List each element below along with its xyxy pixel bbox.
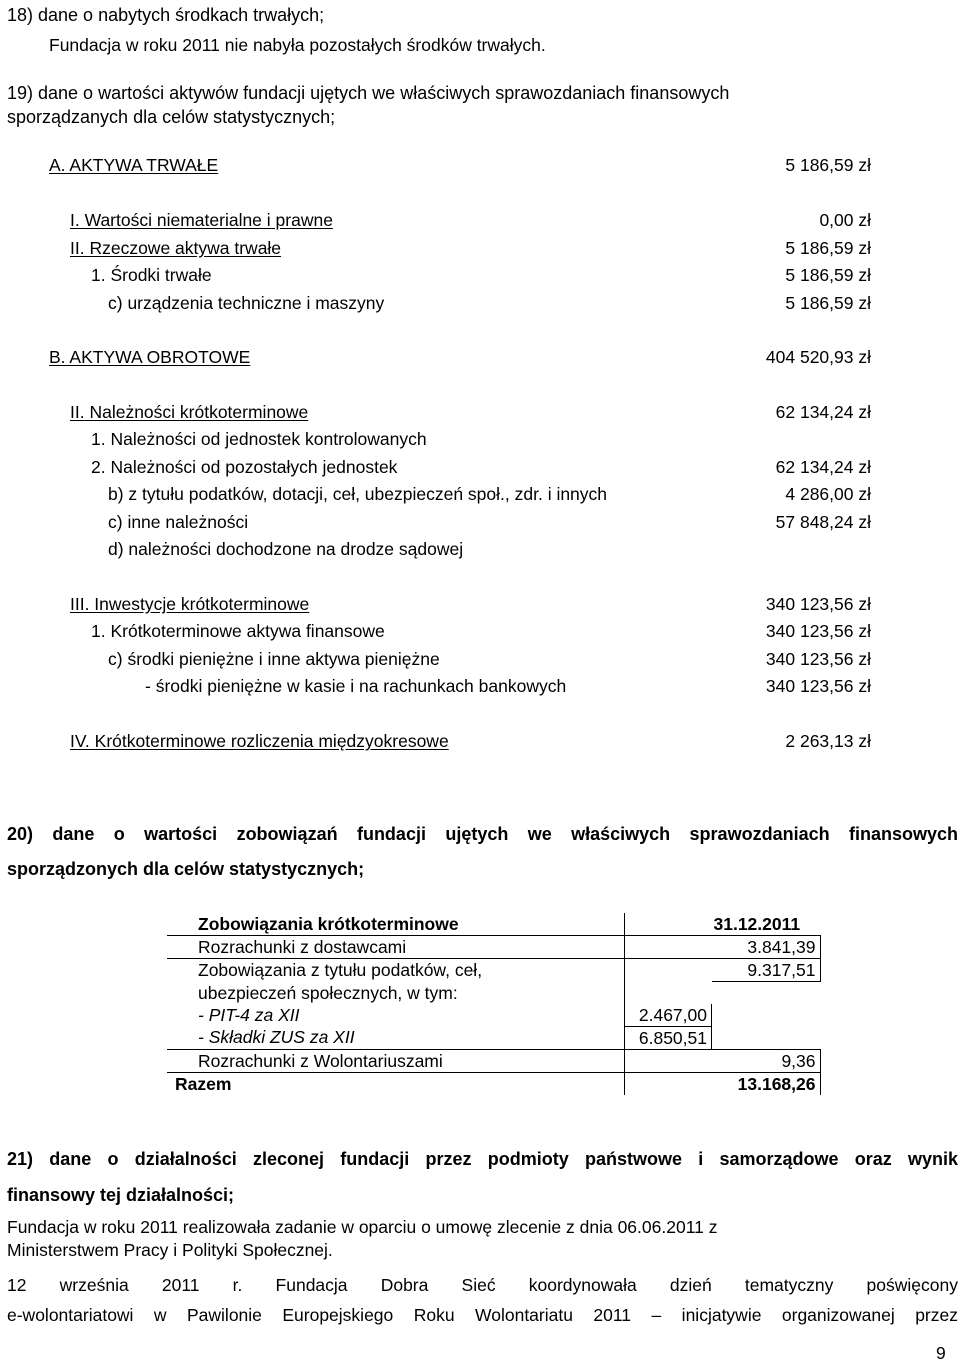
table-cell: - Składki ZUS za XII (167, 1026, 625, 1049)
section-20-heading-line1: 20) dane o wartości zobowiązań fundacji ujętych we właściwych sprawozdaniach finansowych (7, 824, 958, 844)
section-21-paragraph2-line2: e-wolontariatowi w Pawilonie Europejskiego Roku Wolontariatu 2011 – inicjatywie organizowanej przez (7, 1305, 958, 1325)
asset-value: 57 848,24 zł (775, 512, 871, 532)
asset-label: b) z tytułu podatków, dotacji, ceł, ubezpieczeń społ., zdr. i innych (108, 484, 608, 504)
asset-label: c) urządzenia techniczne i maszyny (108, 293, 385, 313)
asset-value: 340 123,56 zł (765, 621, 871, 641)
asset-value: 62 134,24 zł (775, 457, 871, 477)
table-cell: 9,36 (712, 1049, 821, 1072)
table-row (167, 1049, 820, 1072)
table-cell: 3.841,39 (712, 936, 821, 959)
asset-label: d) należności dochodzone na drodze sądowej (108, 539, 464, 559)
table-row (167, 936, 820, 959)
table-cell: ubezpieczeń społecznych, w tym: (198, 982, 458, 1003)
asset-label: c) inne należności (108, 512, 249, 532)
asset-label: A. AKTYWA TRWAŁE (49, 155, 219, 175)
asset-value: 2 263,13 zł (785, 731, 871, 751)
table-cell: 2.467,00 (625, 1004, 712, 1027)
asset-label: IV. Krótkoterminowe rozliczenia międzyokresowe (70, 731, 449, 751)
asset-value: 0,00 zł (819, 210, 871, 230)
table-row (167, 913, 820, 936)
section-19-heading-line1: 19) dane o wartości aktywów fundacji ujętych we właściwych sprawozdaniach finansowych (7, 83, 730, 103)
table-cell: - PIT-4 za XII (198, 1004, 300, 1025)
liabilities-table (167, 913, 821, 1095)
asset-value: 340 123,56 zł (765, 649, 871, 669)
table-cell: 9.317,51 (712, 959, 821, 982)
section-18-text: Fundacja w roku 2011 nie nabyła pozostałych środków trwałych. (49, 35, 546, 55)
table-cell: 6.850,51 (625, 1026, 712, 1049)
asset-label: 1. Krótkoterminowe aktywa finansowe (91, 621, 385, 641)
asset-label: c) środki pieniężne i inne aktywa pieniężne (108, 649, 440, 669)
asset-label: III. Inwestycje krótkoterminowe (70, 594, 310, 614)
asset-value: 404 520,93 zł (765, 347, 871, 367)
table-row (167, 982, 820, 1004)
table-cell: Rozrachunki z dostawcami (167, 936, 625, 959)
table-cell: Zobowiązania z tytułu podatków, ceł, (198, 960, 483, 980)
asset-label: 1. Środki trwałe (91, 265, 212, 285)
asset-value: 5 186,59 zł (785, 155, 871, 175)
asset-label: B. AKTYWA OBROTOWE (49, 347, 251, 367)
asset-label: 1. Należności od jednostek kontrolowanych (91, 429, 427, 449)
asset-value: 340 123,56 zł (765, 676, 871, 696)
asset-value: 62 134,24 zł (775, 402, 871, 422)
section-21-paragraph2-line1: 12 września 2011 r. Fundacja Dobra Sieć koordynowała dzień tematyczny poświęcony (7, 1275, 958, 1295)
asset-value: 5 186,59 zł (785, 265, 871, 285)
table-total-value: 13.168,26 (712, 1072, 821, 1095)
table-row (167, 1004, 820, 1027)
section-20-heading-line2: sporządzonych dla celów statystycznych; (7, 859, 365, 879)
table-header-label: Zobowiązania krótkoterminowe (198, 914, 459, 934)
table-row (167, 959, 820, 982)
asset-label: I. Wartości niematerialne i prawne (70, 210, 333, 230)
asset-label: II. Należności krótkoterminowe (70, 402, 309, 422)
table-row (167, 1026, 820, 1049)
page-number: 9 (936, 1343, 946, 1363)
section-21-heading-line2: finansowy tej działalności; (7, 1185, 235, 1205)
section-21-heading-line1: 21) dane o działalności zleconej fundacji przez podmioty państwowe i samorządowe oraz wynik (7, 1149, 958, 1169)
section-19-heading-line2: sporządzanych dla celów statystycznych; (7, 107, 336, 127)
asset-value: 4 286,00 zł (785, 484, 871, 504)
asset-value: 5 186,59 zł (785, 238, 871, 258)
table-row (167, 1072, 820, 1095)
asset-label: - środki pieniężne w kasie i na rachunkach bankowych (145, 676, 567, 696)
section-21-paragraph1-line1: Fundacja w roku 2011 realizowała zadanie w oparciu o umowę zlecenie z dnia 06.06.2011 z (7, 1217, 718, 1237)
table-total-label: Razem (175, 1073, 232, 1094)
asset-value: 5 186,59 zł (785, 293, 871, 313)
section-18-heading: 18) dane o nabytych środkach trwałych; (7, 5, 325, 25)
asset-label: 2. Należności od pozostałych jednostek (91, 457, 398, 477)
table-header-date: 31.12.2011 (712, 913, 821, 936)
section-21-paragraph1-line2: Ministerstwem Pracy i Polityki Społecznej. (7, 1240, 333, 1260)
asset-label: II. Rzeczowe aktywa trwałe (70, 238, 282, 258)
table-cell: Rozrachunki z Wolontariuszami (167, 1049, 625, 1072)
asset-value: 340 123,56 zł (765, 594, 871, 614)
